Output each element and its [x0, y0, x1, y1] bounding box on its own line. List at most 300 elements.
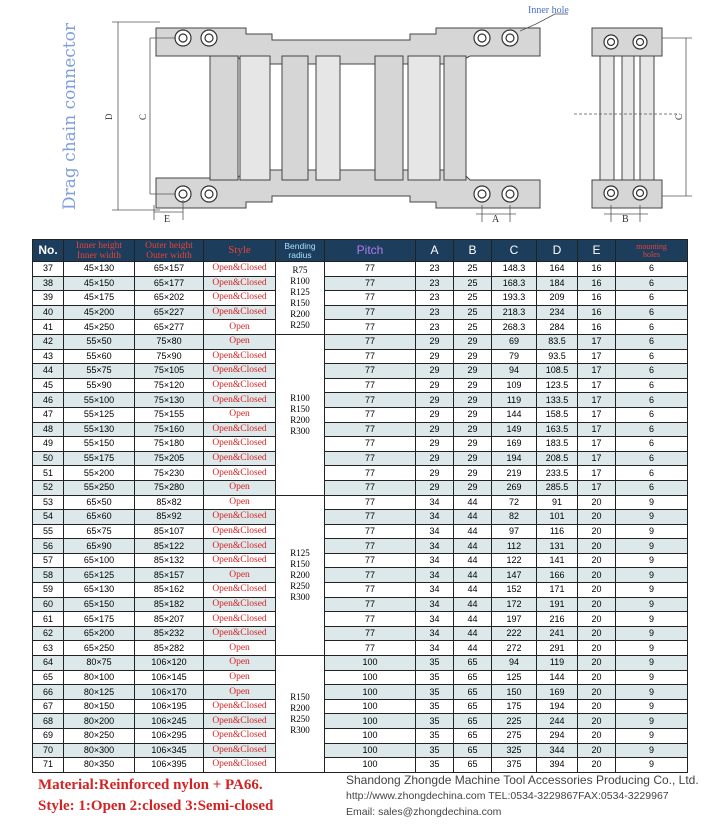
cell-outer: 106×170 — [135, 685, 204, 700]
cell-inner: 65×150 — [64, 597, 135, 612]
cell-e: 20 — [578, 758, 616, 773]
cell-no: 40 — [33, 305, 64, 320]
dim-d-label: D — [104, 113, 114, 120]
cell-no: 70 — [33, 743, 64, 758]
cell-c: 222 — [492, 626, 537, 641]
cell-pitch: 77 — [325, 612, 416, 627]
cell-no: 46 — [33, 393, 64, 408]
cell-d: 184 — [537, 276, 578, 291]
cell-inner: 55×125 — [64, 407, 135, 422]
table-row — [33, 407, 688, 422]
cell-pitch: 77 — [325, 510, 416, 525]
cell-c: 269 — [492, 480, 537, 495]
cell-style: Open&Closed — [204, 422, 276, 437]
cell-outer: 106×195 — [135, 699, 204, 714]
cell-d: 244 — [537, 714, 578, 729]
cell-mounting-holes: 9 — [616, 743, 688, 758]
cell-inner: 55×100 — [64, 393, 135, 408]
cell-b: 44 — [454, 553, 492, 568]
cell-c: 375 — [492, 758, 537, 773]
header-bending: Bending radius — [276, 240, 325, 262]
cell-inner: 45×150 — [64, 276, 135, 291]
cell-no: 56 — [33, 539, 64, 554]
cell-b: 65 — [454, 656, 492, 671]
cell-d: 93.5 — [537, 349, 578, 364]
cell-b: 29 — [454, 466, 492, 481]
cell-a: 23 — [416, 262, 454, 277]
cell-style: Open&Closed — [204, 451, 276, 466]
cell-style: Open — [204, 685, 276, 700]
cell-outer: 85×107 — [135, 524, 204, 539]
cell-mounting-holes: 6 — [616, 407, 688, 422]
cell-pitch: 77 — [325, 276, 416, 291]
cell-b: 44 — [454, 568, 492, 583]
table-row — [33, 291, 688, 306]
cell-inner: 55×50 — [64, 334, 135, 349]
cell-e: 17 — [578, 378, 616, 393]
cell-pitch: 77 — [325, 553, 416, 568]
cell-c: 172 — [492, 597, 537, 612]
cell-c: 148.3 — [492, 262, 537, 277]
cell-no: 57 — [33, 553, 64, 568]
cell-outer: 106×295 — [135, 729, 204, 744]
cell-b: 65 — [454, 714, 492, 729]
cell-style: Open&Closed — [204, 758, 276, 773]
cell-d: 141 — [537, 553, 578, 568]
cell-e: 17 — [578, 349, 616, 364]
table-row — [33, 714, 688, 729]
cell-c: 82 — [492, 510, 537, 525]
cell-a: 29 — [416, 422, 454, 437]
style-legend: Style: 1:Open 2:closed 3:Semi-closed — [38, 798, 274, 814]
cell-b: 25 — [454, 262, 492, 277]
cell-style: Open&Closed — [204, 626, 276, 641]
cell-c: 109 — [492, 378, 537, 393]
cell-b: 44 — [454, 524, 492, 539]
cell-c: 150 — [492, 685, 537, 700]
cell-mounting-holes: 6 — [616, 378, 688, 393]
cell-outer: 75×205 — [135, 451, 204, 466]
cell-style: Open&Closed — [204, 364, 276, 379]
header-outer: Outer height Outer width — [135, 240, 204, 262]
table-row — [33, 656, 688, 671]
header-e: E — [578, 240, 616, 262]
cell-mounting-holes: 6 — [616, 334, 688, 349]
table-row — [33, 305, 688, 320]
cell-mounting-holes: 9 — [616, 553, 688, 568]
bending-radius-value: R200 — [290, 414, 310, 425]
cell-d: 208.5 — [537, 451, 578, 466]
cell-pitch: 77 — [325, 626, 416, 641]
cell-e: 20 — [578, 714, 616, 729]
table-row — [33, 422, 688, 437]
cell-style: Open — [204, 480, 276, 495]
cell-d: 194 — [537, 699, 578, 714]
material-note — [38, 775, 273, 817]
cell-b: 29 — [454, 480, 492, 495]
cell-outer: 75×120 — [135, 378, 204, 393]
cell-b: 65 — [454, 743, 492, 758]
table-row — [33, 276, 688, 291]
cell-style: Open&Closed — [204, 714, 276, 729]
table-row — [33, 699, 688, 714]
cell-inner: 55×250 — [64, 480, 135, 495]
cell-c: 218.3 — [492, 305, 537, 320]
cell-pitch: 100 — [325, 685, 416, 700]
cell-a: 34 — [416, 524, 454, 539]
cell-pitch: 100 — [325, 656, 416, 671]
table-row — [33, 641, 688, 656]
cell-mounting-holes: 9 — [616, 685, 688, 700]
cell-inner: 55×150 — [64, 437, 135, 452]
cell-outer: 106×245 — [135, 714, 204, 729]
bending-radius-value: R250 — [290, 713, 310, 724]
cell-c: 169 — [492, 437, 537, 452]
cell-pitch: 100 — [325, 743, 416, 758]
cell-mounting-holes: 9 — [616, 495, 688, 510]
cell-no: 44 — [33, 364, 64, 379]
cell-b: 29 — [454, 334, 492, 349]
cell-outer: 85×207 — [135, 612, 204, 627]
cell-style: Open — [204, 407, 276, 422]
cell-b: 44 — [454, 539, 492, 554]
cell-c: 325 — [492, 743, 537, 758]
cell-no: 37 — [33, 262, 64, 277]
cell-b: 65 — [454, 685, 492, 700]
cell-d: 108.5 — [537, 364, 578, 379]
bending-radius-value: R75 — [292, 264, 308, 275]
inner-hole-label: Inner hole — [528, 5, 569, 16]
cell-outer: 75×130 — [135, 393, 204, 408]
cell-e: 20 — [578, 699, 616, 714]
cell-e: 17 — [578, 364, 616, 379]
table-row — [33, 583, 688, 598]
cell-style: Open&Closed — [204, 597, 276, 612]
cell-c: 112 — [492, 539, 537, 554]
cell-outer: 106×145 — [135, 670, 204, 685]
cell-d: 234 — [537, 305, 578, 320]
cell-no: 43 — [33, 349, 64, 364]
cell-style: Open&Closed — [204, 729, 276, 744]
cell-c: 275 — [492, 729, 537, 744]
table-row — [33, 758, 688, 773]
cell-pitch: 77 — [325, 393, 416, 408]
cell-inner: 65×130 — [64, 583, 135, 598]
cell-style: Open — [204, 568, 276, 583]
cell-bending-radius — [276, 495, 325, 656]
cell-style: Open — [204, 641, 276, 656]
cell-a: 29 — [416, 378, 454, 393]
table-row — [33, 597, 688, 612]
cell-a: 29 — [416, 393, 454, 408]
cell-mounting-holes: 9 — [616, 626, 688, 641]
cell-d: 166 — [537, 568, 578, 583]
cell-inner: 65×60 — [64, 510, 135, 525]
cell-outer: 75×280 — [135, 480, 204, 495]
cell-no: 41 — [33, 320, 64, 335]
cell-mounting-holes: 9 — [616, 670, 688, 685]
cell-a: 29 — [416, 437, 454, 452]
cell-d: 101 — [537, 510, 578, 525]
cell-no: 65 — [33, 670, 64, 685]
cell-e: 20 — [578, 568, 616, 583]
table-row — [33, 729, 688, 744]
cell-b: 29 — [454, 349, 492, 364]
cell-outer: 65×277 — [135, 320, 204, 335]
table-row — [33, 437, 688, 452]
cell-no: 67 — [33, 699, 64, 714]
table-row — [33, 466, 688, 481]
bending-radius-value: R300 — [290, 724, 310, 735]
cell-pitch: 77 — [325, 480, 416, 495]
cell-d: 123.5 — [537, 378, 578, 393]
cell-pitch: 77 — [325, 583, 416, 598]
cell-a: 29 — [416, 407, 454, 422]
cell-no: 45 — [33, 378, 64, 393]
cell-bending-radius — [276, 334, 325, 495]
cell-d: 291 — [537, 641, 578, 656]
cell-style: Open&Closed — [204, 539, 276, 554]
cell-no: 58 — [33, 568, 64, 583]
cell-no: 71 — [33, 758, 64, 773]
table-row — [33, 553, 688, 568]
cell-outer: 85×182 — [135, 597, 204, 612]
cell-style: Open&Closed — [204, 612, 276, 627]
table-row — [33, 378, 688, 393]
table-row — [33, 743, 688, 758]
cell-style: Open&Closed — [204, 378, 276, 393]
table-row — [33, 524, 688, 539]
cell-c: 125 — [492, 670, 537, 685]
cell-inner: 55×175 — [64, 451, 135, 466]
cell-a: 34 — [416, 597, 454, 612]
cell-inner: 65×200 — [64, 626, 135, 641]
connector-diagram — [0, 0, 718, 236]
cell-d: 169 — [537, 685, 578, 700]
cell-e: 16 — [578, 262, 616, 277]
cell-e: 20 — [578, 670, 616, 685]
bending-radius-value: R125 — [290, 286, 310, 297]
cell-d: 83.5 — [537, 334, 578, 349]
cell-e: 16 — [578, 276, 616, 291]
cell-no: 61 — [33, 612, 64, 627]
cell-pitch: 77 — [325, 262, 416, 277]
bending-radius-value: R150 — [290, 297, 310, 308]
cell-outer: 75×80 — [135, 334, 204, 349]
cell-no: 59 — [33, 583, 64, 598]
cell-outer: 106×345 — [135, 743, 204, 758]
table-row — [33, 568, 688, 583]
cell-outer: 75×155 — [135, 407, 204, 422]
table-row — [33, 364, 688, 379]
cell-inner: 65×90 — [64, 539, 135, 554]
cell-no: 38 — [33, 276, 64, 291]
cell-pitch: 77 — [325, 524, 416, 539]
cell-mounting-holes: 9 — [616, 714, 688, 729]
cell-c: 69 — [492, 334, 537, 349]
cell-d: 216 — [537, 612, 578, 627]
cell-a: 35 — [416, 699, 454, 714]
cell-e: 20 — [578, 656, 616, 671]
cell-pitch: 100 — [325, 729, 416, 744]
cell-e: 17 — [578, 437, 616, 452]
cell-mounting-holes: 6 — [616, 291, 688, 306]
cell-e: 16 — [578, 305, 616, 320]
cell-e: 16 — [578, 320, 616, 335]
cell-mounting-holes: 9 — [616, 758, 688, 773]
cell-a: 34 — [416, 510, 454, 525]
cell-mounting-holes: 9 — [616, 612, 688, 627]
cell-c: 72 — [492, 495, 537, 510]
header-no: No. — [33, 240, 64, 262]
cell-a: 29 — [416, 349, 454, 364]
cell-b: 65 — [454, 699, 492, 714]
cell-a: 35 — [416, 729, 454, 744]
cell-no: 39 — [33, 291, 64, 306]
bending-radius-value: R200 — [290, 569, 310, 580]
cell-inner: 45×200 — [64, 305, 135, 320]
cell-style: Open&Closed — [204, 699, 276, 714]
cell-outer: 75×180 — [135, 437, 204, 452]
cell-inner: 55×90 — [64, 378, 135, 393]
company-info — [346, 772, 699, 820]
cell-no: 42 — [33, 334, 64, 349]
cell-pitch: 77 — [325, 597, 416, 612]
cell-c: 168.3 — [492, 276, 537, 291]
cell-inner: 65×175 — [64, 612, 135, 627]
cell-style: Open&Closed — [204, 437, 276, 452]
cell-d: 394 — [537, 758, 578, 773]
bending-radius-value: R200 — [290, 308, 310, 319]
cell-e: 20 — [578, 510, 616, 525]
cell-inner: 55×75 — [64, 364, 135, 379]
cell-d: 183.5 — [537, 437, 578, 452]
cell-inner: 80×100 — [64, 670, 135, 685]
cell-inner: 80×300 — [64, 743, 135, 758]
cell-pitch: 100 — [325, 699, 416, 714]
cell-no: 50 — [33, 451, 64, 466]
cell-outer: 75×90 — [135, 349, 204, 364]
cell-a: 35 — [416, 743, 454, 758]
cell-a: 34 — [416, 641, 454, 656]
cell-style: Open&Closed — [204, 553, 276, 568]
cell-c: 79 — [492, 349, 537, 364]
cell-inner: 65×50 — [64, 495, 135, 510]
cell-e: 20 — [578, 524, 616, 539]
cell-inner: 55×60 — [64, 349, 135, 364]
cell-e: 17 — [578, 480, 616, 495]
cell-a: 23 — [416, 320, 454, 335]
cell-pitch: 77 — [325, 378, 416, 393]
cell-inner: 80×75 — [64, 656, 135, 671]
bending-radius-value: R250 — [290, 580, 310, 591]
header-a: A — [416, 240, 454, 262]
cell-mounting-holes: 9 — [616, 729, 688, 744]
table-row — [33, 510, 688, 525]
bending-radius-value: R100 — [290, 392, 310, 403]
cell-pitch: 77 — [325, 305, 416, 320]
cell-a: 34 — [416, 539, 454, 554]
cell-outer: 65×227 — [135, 305, 204, 320]
cell-outer: 65×177 — [135, 276, 204, 291]
cell-pitch: 77 — [325, 568, 416, 583]
dim-b-label: B — [622, 214, 629, 225]
cell-inner: 65×75 — [64, 524, 135, 539]
cell-pitch: 77 — [325, 437, 416, 452]
cell-no: 53 — [33, 495, 64, 510]
cell-b: 25 — [454, 291, 492, 306]
cell-b: 44 — [454, 612, 492, 627]
cell-c: 219 — [492, 466, 537, 481]
cell-no: 48 — [33, 422, 64, 437]
cell-mounting-holes: 6 — [616, 349, 688, 364]
cell-style: Open&Closed — [204, 510, 276, 525]
cell-mounting-holes: 9 — [616, 656, 688, 671]
cell-a: 34 — [416, 553, 454, 568]
cell-a: 29 — [416, 364, 454, 379]
cell-pitch: 77 — [325, 451, 416, 466]
bending-radius-value: R100 — [290, 275, 310, 286]
cell-b: 25 — [454, 305, 492, 320]
cell-b: 44 — [454, 641, 492, 656]
cell-d: 164 — [537, 262, 578, 277]
header-pitch: Pitch — [325, 240, 416, 262]
cell-e: 20 — [578, 553, 616, 568]
cell-c: 97 — [492, 524, 537, 539]
cell-style: Open&Closed — [204, 291, 276, 306]
cell-pitch: 77 — [325, 422, 416, 437]
cell-inner: 55×200 — [64, 466, 135, 481]
cell-inner: 65×250 — [64, 641, 135, 656]
cell-mounting-holes: 6 — [616, 364, 688, 379]
cell-d: 233.5 — [537, 466, 578, 481]
cell-a: 35 — [416, 685, 454, 700]
cell-a: 29 — [416, 480, 454, 495]
cell-c: 268.3 — [492, 320, 537, 335]
cell-b: 44 — [454, 597, 492, 612]
cell-a: 23 — [416, 305, 454, 320]
table-row — [33, 685, 688, 700]
cell-style: Open — [204, 495, 276, 510]
header-style: Style — [204, 240, 276, 262]
cell-no: 69 — [33, 729, 64, 744]
cell-a: 23 — [416, 276, 454, 291]
cell-b: 29 — [454, 378, 492, 393]
bending-radius-value: R300 — [290, 425, 310, 436]
cell-outer: 75×105 — [135, 364, 204, 379]
cell-d: 163.5 — [537, 422, 578, 437]
company-email: Email: sales@zhongdechina.com — [346, 806, 502, 818]
cell-b: 65 — [454, 758, 492, 773]
table-row — [33, 612, 688, 627]
cell-outer: 85×157 — [135, 568, 204, 583]
cell-c: 175 — [492, 699, 537, 714]
cell-b: 25 — [454, 320, 492, 335]
cell-c: 94 — [492, 656, 537, 671]
cell-style: Open&Closed — [204, 393, 276, 408]
cell-a: 34 — [416, 626, 454, 641]
cell-c: 194 — [492, 451, 537, 466]
cell-d: 119 — [537, 656, 578, 671]
cell-a: 34 — [416, 568, 454, 583]
cell-d: 171 — [537, 583, 578, 598]
cell-inner: 45×175 — [64, 291, 135, 306]
cell-a: 35 — [416, 714, 454, 729]
material-text: Material:Reinforced nylon + PA66. — [38, 777, 263, 793]
cell-pitch: 100 — [325, 714, 416, 729]
cell-e: 20 — [578, 583, 616, 598]
cell-mounting-holes: 6 — [616, 262, 688, 277]
